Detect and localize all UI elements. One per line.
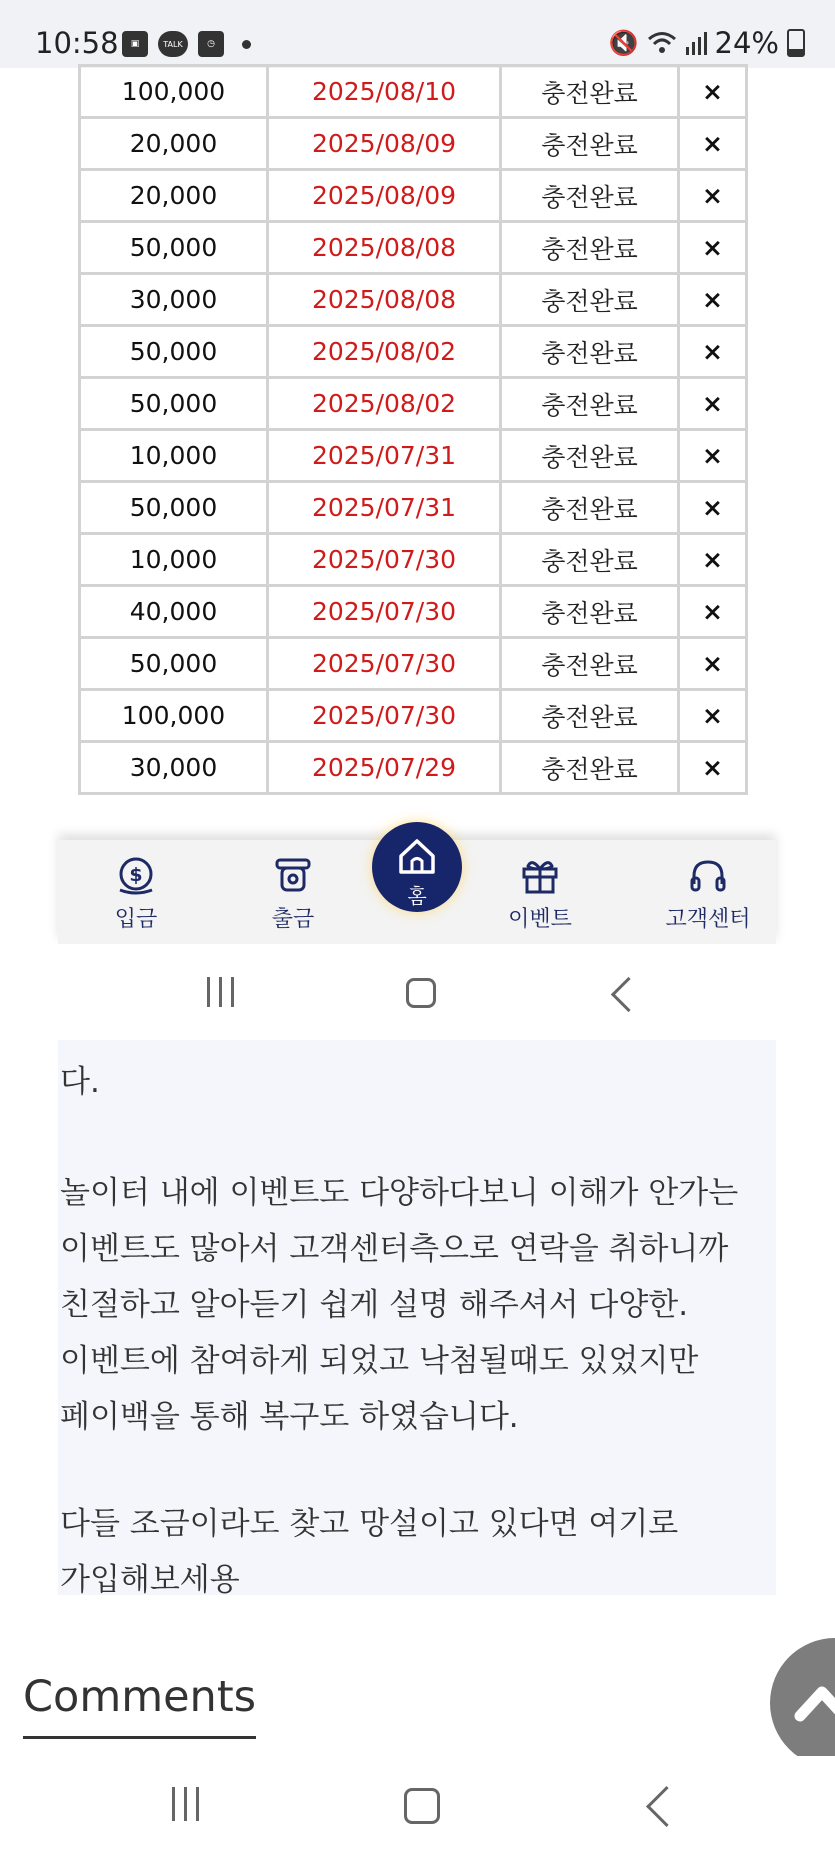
deposit-status: 충전완료 <box>501 326 679 378</box>
deposit-status: 충전완료 <box>501 430 679 482</box>
deposit-date: 2025/07/31 <box>268 430 501 482</box>
deposit-date: 2025/07/31 <box>268 482 501 534</box>
mute-icon: 🔇 <box>608 29 639 57</box>
back-icon <box>611 977 646 1012</box>
nav-home[interactable] <box>372 822 462 912</box>
calendar-icon: ◷ <box>198 31 224 57</box>
delete-button[interactable]: × <box>679 534 747 586</box>
nav-withdraw[interactable] <box>238 854 348 933</box>
deposit-amount: 40,000 <box>80 586 268 638</box>
deposit-status: 충전완료 <box>501 534 679 586</box>
table-row <box>80 430 747 482</box>
table-row <box>80 482 747 534</box>
delete-button[interactable]: × <box>679 638 747 690</box>
gift-icon <box>518 854 562 898</box>
nav-withdraw-label: 출금 <box>271 907 315 932</box>
deposit-date: 2025/07/29 <box>268 742 501 794</box>
wifi-icon <box>647 30 677 56</box>
battery-percent: 24% <box>714 26 779 60</box>
nav-event-label: 이벤트 <box>508 907 572 932</box>
delete-button[interactable]: × <box>679 118 747 170</box>
chevron-up-icon <box>792 1672 835 1732</box>
table-row <box>80 638 747 690</box>
delete-button[interactable]: × <box>679 690 747 742</box>
deposit-date: 2025/07/30 <box>268 586 501 638</box>
delete-button[interactable]: × <box>679 326 747 378</box>
headset-icon <box>686 854 730 898</box>
deposit-amount: 100,000 <box>80 690 268 742</box>
deposit-date: 2025/08/08 <box>268 222 501 274</box>
back-button[interactable] <box>646 1786 687 1827</box>
table-row <box>80 274 747 326</box>
delete-button[interactable]: × <box>679 170 747 222</box>
deposit-amount: 10,000 <box>80 534 268 586</box>
deposit-amount: 50,000 <box>80 378 268 430</box>
deposit-status: 충전완료 <box>501 742 679 794</box>
deposit-amount: 30,000 <box>80 274 268 326</box>
delete-button[interactable]: × <box>679 274 747 326</box>
delete-button[interactable]: × <box>679 222 747 274</box>
deposit-status: 충전완료 <box>501 638 679 690</box>
recent-apps-icon <box>207 977 234 1007</box>
nav-home-label: 홈 <box>407 884 427 908</box>
table-row <box>80 742 747 794</box>
table-row <box>80 534 747 586</box>
deposit-table <box>78 64 748 795</box>
delete-button[interactable]: × <box>679 482 747 534</box>
delete-button[interactable]: × <box>679 378 747 430</box>
deposit-date: 2025/08/09 <box>268 118 501 170</box>
delete-button[interactable]: × <box>679 430 747 482</box>
home-button[interactable] <box>404 1788 440 1824</box>
notification-icons <box>122 31 251 57</box>
recent-apps-button[interactable] <box>172 1787 199 1821</box>
kakaotalk-icon: TALK <box>158 31 188 57</box>
deposit-status: 충전완료 <box>501 378 679 430</box>
deposit-date: 2025/08/02 <box>268 378 501 430</box>
dollar-coin-icon <box>114 854 158 898</box>
deposit-status: 충전완료 <box>501 66 679 118</box>
system-nav-bar <box>0 1756 835 1856</box>
deposit-amount: 100,000 <box>80 66 268 118</box>
nav-deposit-label: 입금 <box>114 907 158 932</box>
delete-button[interactable]: × <box>679 742 747 794</box>
deposit-date: 2025/07/30 <box>268 534 501 586</box>
deposit-amount: 30,000 <box>80 742 268 794</box>
deposit-amount: 50,000 <box>80 638 268 690</box>
home-icon <box>395 834 439 878</box>
deposit-date: 2025/07/30 <box>268 690 501 742</box>
comments-heading: Comments <box>23 1672 256 1739</box>
more-notifications-icon <box>242 40 251 49</box>
delete-button[interactable]: × <box>679 586 747 638</box>
table-row <box>80 222 747 274</box>
home-button-icon <box>406 978 436 1008</box>
battery-icon <box>787 29 805 57</box>
status-bar <box>0 0 835 68</box>
deposit-date: 2025/07/30 <box>268 638 501 690</box>
atm-icon <box>271 854 315 898</box>
deposit-amount: 10,000 <box>80 430 268 482</box>
table-row <box>80 326 747 378</box>
post-paragraph-2: 놀이터 내에 이벤트도 다양하다보니 이해가 안가는 이벤트도 많아서 고객센터측으로 연락을 취하니까 친절하고 알아듣기 쉽게 설명 해주셔서 다양한.이벤트에 참여하게 되었고 낙첨될때도 있었지만 페이백을 통해 복구도 하였습니다. <box>60 1175 739 1435</box>
deposit-status: 충전완료 <box>501 482 679 534</box>
status-time: 10:58 <box>35 26 119 60</box>
deposit-status: 충전완료 <box>501 118 679 170</box>
post-paragraph-3: 다들 조금이라도 찾고 망설이고 있다면 여기로 가입해보세용 <box>60 1506 679 1598</box>
deposit-date: 2025/08/09 <box>268 170 501 222</box>
signal-icon <box>685 31 707 55</box>
table-row <box>80 378 747 430</box>
deposit-date: 2025/08/08 <box>268 274 501 326</box>
deposit-status: 충전완료 <box>501 274 679 326</box>
deposit-history <box>58 68 776 840</box>
deposit-amount: 50,000 <box>80 482 268 534</box>
deposit-status: 충전완료 <box>501 170 679 222</box>
app-bottom-nav <box>58 840 776 944</box>
svg-text:$: $ <box>129 864 143 886</box>
deposit-status: 충전완료 <box>501 586 679 638</box>
deposit-status: 충전완료 <box>501 690 679 742</box>
table-row <box>80 586 747 638</box>
deposit-amount: 20,000 <box>80 170 268 222</box>
delete-button[interactable]: × <box>679 66 747 118</box>
table-row <box>80 170 747 222</box>
nav-deposit[interactable] <box>81 854 191 933</box>
deposit-amount: 50,000 <box>80 222 268 274</box>
table-row <box>80 118 747 170</box>
table-row <box>80 690 747 742</box>
deposit-amount: 50,000 <box>80 326 268 378</box>
post-paragraph-1: 다. <box>60 1064 100 1100</box>
nav-event[interactable] <box>485 854 595 933</box>
deposit-amount: 20,000 <box>80 118 268 170</box>
scroll-to-top-button[interactable] <box>770 1638 835 1768</box>
deposit-date: 2025/08/10 <box>268 66 501 118</box>
deposit-status: 충전완료 <box>501 222 679 274</box>
nav-support-label: 고객센터 <box>665 907 751 932</box>
table-row <box>80 66 747 118</box>
post-body <box>58 1040 776 1598</box>
gallery-icon: ▣ <box>122 31 148 57</box>
system-status <box>609 26 805 60</box>
nav-support[interactable] <box>643 854 773 933</box>
deposit-date: 2025/08/02 <box>268 326 501 378</box>
embedded-system-nav <box>0 944 835 1040</box>
